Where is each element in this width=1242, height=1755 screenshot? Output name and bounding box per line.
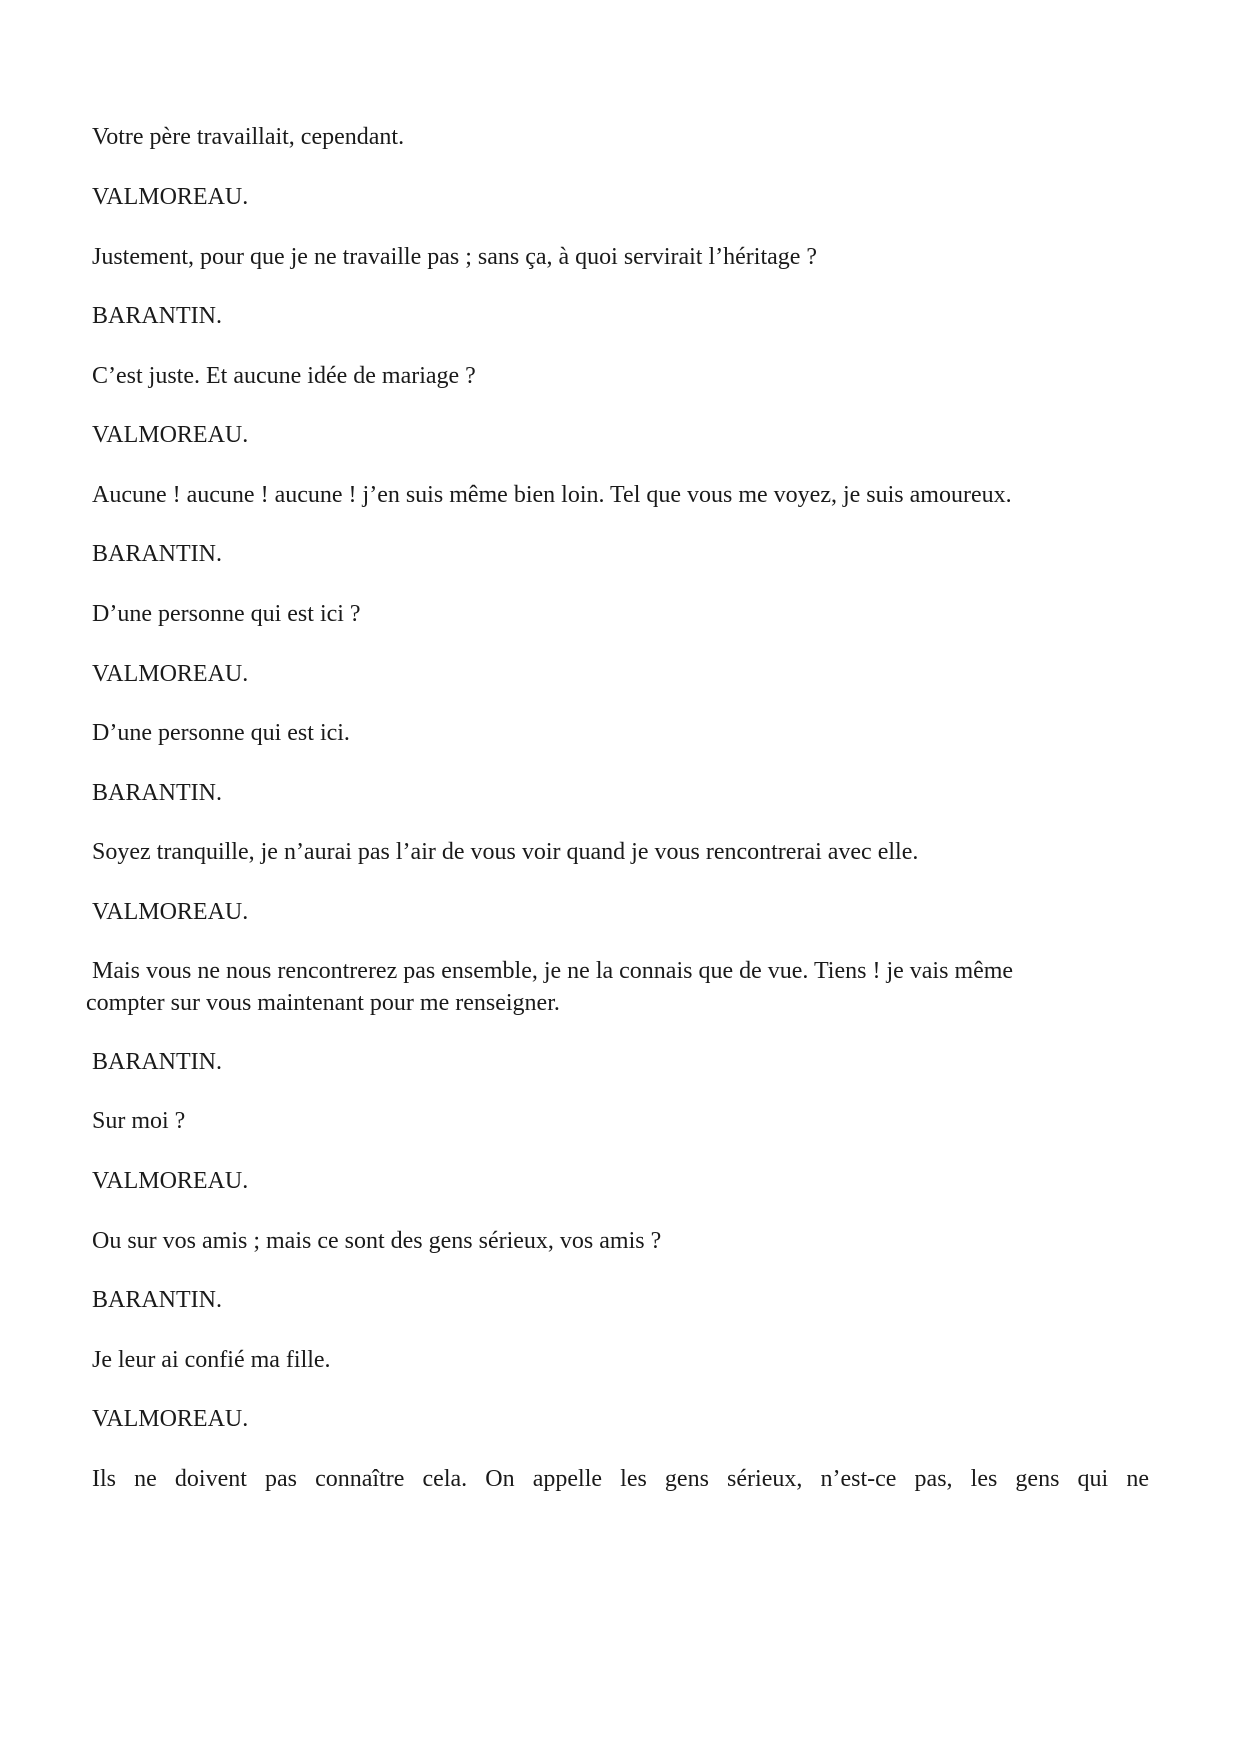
speaker-name: VALMOREAU. xyxy=(92,1406,249,1432)
speaker-name: BARANTIN. xyxy=(92,1049,222,1075)
dialogue-line: D’une personne qui est ici ? xyxy=(92,601,361,627)
dialogue-line: Sur moi ? xyxy=(92,1108,186,1134)
dialogue-line: C’est juste. Et aucune idée de mariage ? xyxy=(92,363,476,389)
dialogue-line: Aucune ! aucune ! aucune ! j’en suis même bien loin. Tel que vous me voyez, je suis amoureux. xyxy=(92,482,1012,508)
dialogue-line: Justement, pour que je ne travaille pas ; sans ça, à quoi servirait l’héritage ? xyxy=(92,244,818,270)
dialogue-line: Ils ne doivent pas connaître cela. On appelle les gens sérieux, n’est-ce pas, les gens qui ne xyxy=(92,1466,1149,1492)
dialogue-line: D’une personne qui est ici. xyxy=(92,720,350,746)
dialogue-line: Ou sur vos amis ; mais ce sont des gens sérieux, vos amis ? xyxy=(92,1228,662,1254)
dialogue-line: Soyez tranquille, je n’aurai pas l’air de vous voir quand je vous rencontrerai avec elle. xyxy=(92,839,919,865)
speaker-name: VALMOREAU. xyxy=(92,899,249,925)
speaker-name: VALMOREAU. xyxy=(92,661,249,687)
dialogue-line: Mais vous ne nous rencontrerez pas ensemble, je ne la connais que de vue. Tiens ! je vais même xyxy=(92,958,1014,984)
speaker-name: VALMOREAU. xyxy=(92,184,249,210)
dialogue-line: Votre père travaillait, cependant. xyxy=(92,124,405,150)
speaker-name: BARANTIN. xyxy=(92,541,222,567)
speaker-name: BARANTIN. xyxy=(92,303,222,329)
dialogue-line-continuation: compter sur vous maintenant pour me renseigner. xyxy=(86,990,560,1016)
speaker-name: VALMOREAU. xyxy=(92,422,249,448)
speaker-name: VALMOREAU. xyxy=(92,1168,249,1194)
speaker-name: BARANTIN. xyxy=(92,780,222,806)
speaker-name: BARANTIN. xyxy=(92,1287,222,1313)
dialogue-line: Je leur ai confié ma fille. xyxy=(92,1347,331,1373)
